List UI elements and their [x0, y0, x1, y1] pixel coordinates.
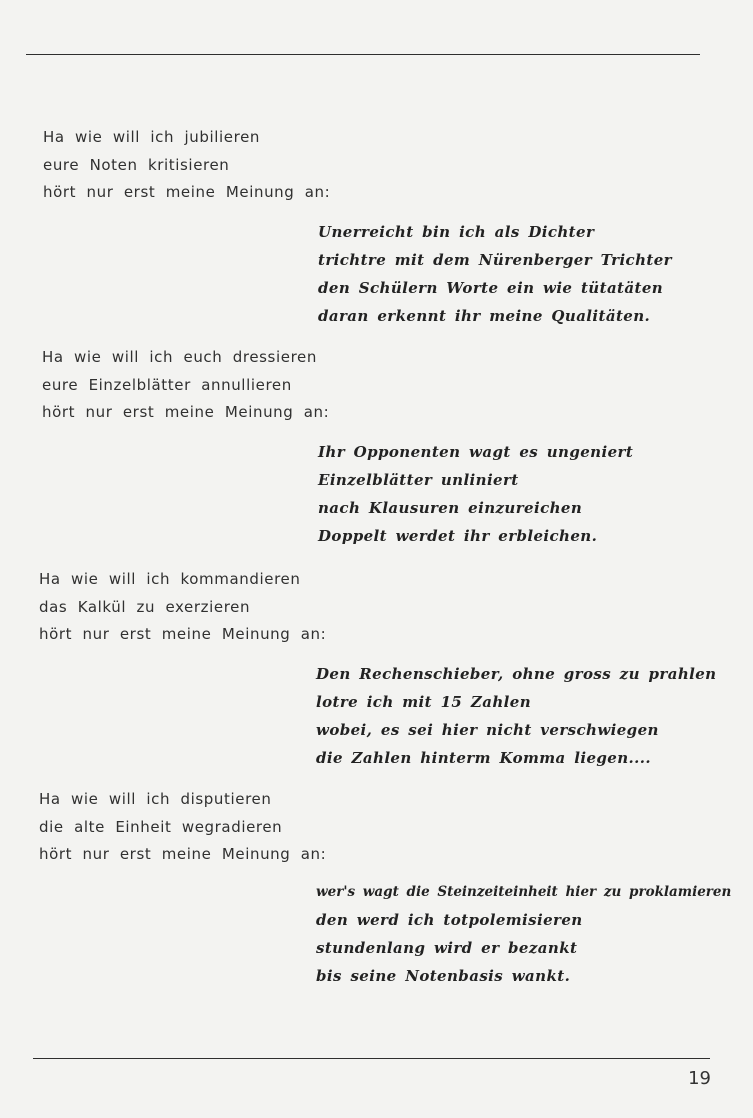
fraktur-line: bis seine Notenbasis wankt. — [316, 967, 571, 985]
fraktur-line: wobei, es sei hier nicht verschwiegen — [316, 721, 659, 739]
fraktur-block-2 — [318, 438, 633, 550]
stanza-line: eure Einzelblätter annullieren — [42, 375, 292, 394]
fraktur-block-4 — [316, 878, 731, 990]
fraktur-line: Den Rechenschieber, ohne gross zu prahlen — [316, 665, 717, 683]
bottom-rule — [33, 1058, 710, 1059]
stanza-3 — [39, 566, 326, 649]
fraktur-line: stundenlang wird er bezankt — [316, 939, 578, 957]
top-rule — [26, 54, 700, 55]
fraktur-line: den Schülern Worte ein wie tütatäten — [318, 279, 664, 297]
stanza-line: hört nur erst meine Meinung an: — [39, 625, 327, 643]
stanza-line: hört nur erst meine Meinung an: — [43, 183, 331, 201]
fraktur-line: nach Klausuren einzureichen — [318, 499, 583, 517]
stanza-line: hört nur erst meine Meinung an: — [42, 403, 330, 421]
stanza-4 — [39, 786, 326, 869]
stanza-line: Ha wie will ich euch dressieren — [42, 348, 317, 366]
fraktur-line: Einzelblätter unliniert — [318, 471, 519, 489]
stanza-line: die alte Einheit wegradieren — [39, 817, 283, 836]
stanza-line: Ha wie will ich disputieren — [39, 790, 272, 808]
stanza-2 — [42, 344, 329, 427]
fraktur-line: trichtre mit dem Nürenberger Trichter — [318, 251, 672, 269]
stanza-1 — [43, 124, 330, 207]
fraktur-line: Unerreicht bin ich als Dichter — [318, 223, 595, 241]
stanza-line: das Kalkül zu exerzieren — [39, 597, 251, 616]
fraktur-block-1 — [318, 218, 672, 330]
fraktur-line: lotre ich mit 15 Zahlen — [316, 693, 531, 711]
page-number: 19 — [688, 1068, 711, 1089]
fraktur-line: Doppelt werdet ihr erbleichen. — [318, 527, 598, 545]
fraktur-line: daran erkennt ihr meine Qualitäten. — [318, 307, 651, 325]
fraktur-line: Ihr Opponenten wagt es ungeniert — [318, 443, 634, 461]
fraktur-block-3 — [316, 660, 717, 772]
stanza-line: hört nur erst meine Meinung an: — [39, 845, 327, 863]
fraktur-line: den werd ich totpolemisieren — [316, 911, 583, 929]
stanza-line: Ha wie will ich jubilieren — [43, 128, 260, 146]
fraktur-line: wer's wagt die Steinzeiteinheit hier zu proklamieren — [316, 884, 732, 900]
stanza-line: Ha wie will ich kommandieren — [39, 570, 301, 588]
stanza-line: eure Noten kritisieren — [43, 155, 230, 174]
fraktur-line: die Zahlen hinterm Komma liegen.... — [316, 749, 652, 767]
